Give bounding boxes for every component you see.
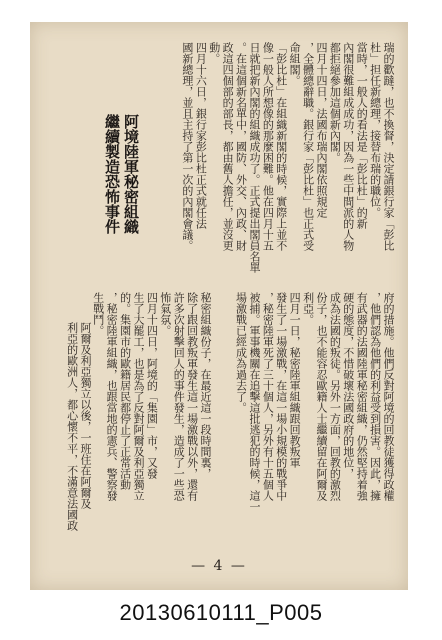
text-column: 。在這個新名單中，國防、外交、內政、財 <box>234 42 248 251</box>
text-column: 杜」担任新總理，接替布瑞的職位。 <box>368 42 382 218</box>
image-caption: 20130610111_P005 <box>119 600 323 625</box>
lower-right-article-text <box>234 292 395 550</box>
text-column: 四月一日，秘密陸軍組織跟回教叛軍 <box>288 292 302 468</box>
text-column: 份子，也不能容忍歐籍人士繼續留在阿爾及 <box>314 292 328 501</box>
text-column: 除了跟回教叛軍發生這一場激戰以外，還有 <box>185 292 199 501</box>
text-column: 怖氣氛。 <box>158 292 172 336</box>
text-column: 動。 <box>207 42 221 64</box>
document-page <box>30 22 408 590</box>
headline-line-2: 繼續製造恐怖事件 <box>103 114 121 234</box>
text-column: 生了大罷工，也是為了反對阿爾及利亞獨立 <box>131 292 145 501</box>
text-column: 國新總理，並且主持了第一次的內閣會議。 <box>180 42 194 251</box>
lower-left-article-text <box>91 292 212 550</box>
text-column: 有武器的法國陸軍秘密組織，仍然堅持着強 <box>355 292 369 501</box>
text-column: 府的措施。他們反對阿境的回教徒獲得政權 <box>382 292 395 501</box>
lead-paragraph <box>65 322 92 550</box>
text-column: ，秘密陸軍組織，也跟當地的憲兵、警察發 <box>105 292 119 501</box>
text-column: 生戰鬥。 <box>91 292 105 336</box>
headline-line-1: 阿境陸軍秘密組織 <box>122 114 140 234</box>
text-column: 都拒絕參加這個新內閣。 <box>328 42 342 163</box>
text-column: 像一般人所想像的那麼困難。他在四月十五 <box>261 42 275 251</box>
text-column: 「彭比杜」在組織新閣的時候，實際上並不 <box>274 42 288 251</box>
text-column: 秘密組織份子，在最近這一段時間裏， <box>199 292 212 479</box>
text-column: 被捕。軍事機關在追擊這批逃犯的時候，這一 <box>247 292 261 512</box>
text-column: ，秘密陸軍死了三十個人，另外有十五個人 <box>261 292 275 501</box>
text-column: 利亞的歐洲人，都心懷不平，不滿意法國政 <box>65 322 79 531</box>
text-column: 許多次射擊回人的事件發生，造成了一些恐 <box>172 292 186 501</box>
upper-article-text <box>181 42 396 280</box>
text-column: 瑞的歡躂，也不換督，決定請銀行家「彭比 <box>382 42 395 251</box>
text-column: 內閣很難組成成功，因為一些中間派的人物 <box>341 42 355 251</box>
text-column: 日就把新內閣的組織成功了。正式提出閣員名單 <box>247 42 261 273</box>
text-column: 四月十四日，法國布瑞內閣依照規定 <box>314 42 328 218</box>
text-column: 場激戰已經成為過去了。 <box>234 292 248 413</box>
text-column: 利亞。 <box>301 292 315 325</box>
text-column: 命組閣。 <box>288 42 302 86</box>
text-column: 阿爾及利亞獨立以後，一班住在阿爾及 <box>79 322 92 509</box>
text-column: 當時，一般人的看法是「彭比杜」的新 <box>355 42 369 229</box>
page-number: — 4 — <box>191 558 247 574</box>
text-column: 四月十六日，銀行家彭比杜正式就任法 <box>194 42 208 229</box>
text-column: 發生了一場激戰，在這一場小規模的戰爭中 <box>274 292 288 501</box>
text-column: 四月十四日，阿境的「集園」市，又發 <box>145 292 159 479</box>
text-column: 硬的態度，不惜破壞法國政府的地位， <box>341 292 355 479</box>
text-column: ，他們認為他們的利益受到損害。因此，擁 <box>368 292 382 501</box>
text-column: ，全體總辭職。銀行家「彭比杜」也正式受 <box>301 42 315 251</box>
text-column: 政這四個部的部長，都由舊人擔任，並沒更 <box>221 42 235 251</box>
text-column: 的。集園市的歐籍居民都停止了正常活動 <box>118 292 132 490</box>
text-column: 成為法國的叛徒。另外一方面，回教的激烈 <box>328 292 342 501</box>
